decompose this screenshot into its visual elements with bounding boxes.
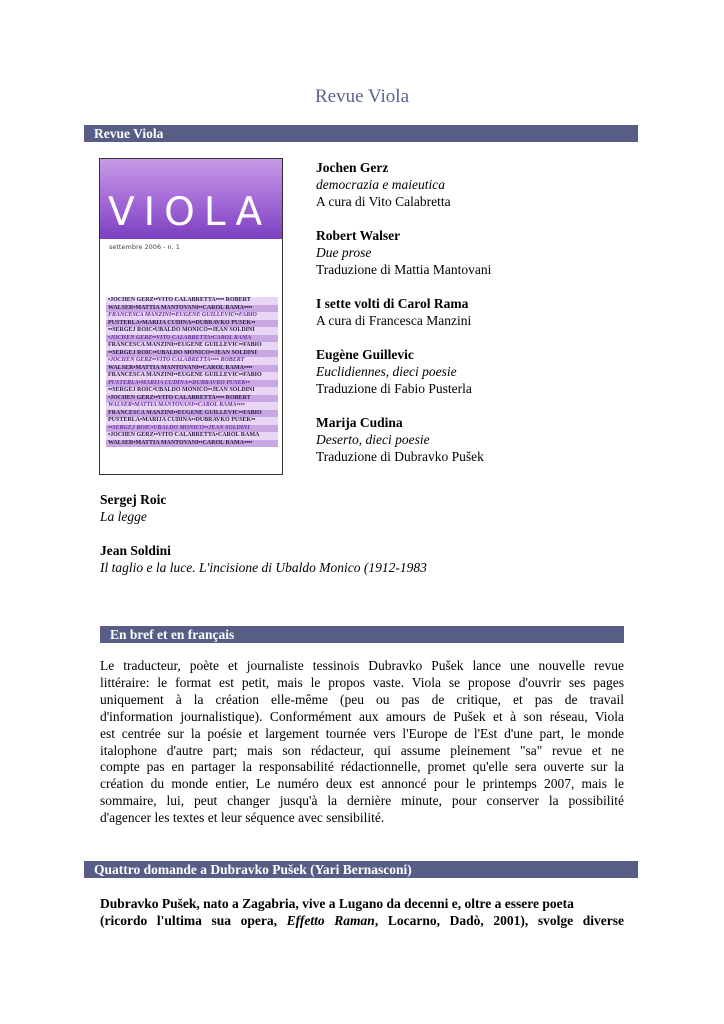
cover-logo: VIOLA — [108, 190, 272, 235]
paragraph-line: italophone d'autre part; mais son rédacteur, qui assume pleinement "sa" revue et ne — [100, 742, 624, 758]
interview-line-2 — [100, 912, 624, 929]
toc-entry — [100, 542, 640, 576]
paragraph-line: d'information journalistique). Conformément aux amours de Pušek et à son réseau, Viola — [100, 708, 624, 724]
table-of-contents — [316, 159, 636, 482]
cover-grid-line: WALSER•MATTIA MANTOVANI••CAROL RAMA•••• — [106, 402, 278, 410]
toc-credit: A cura di Vito Calabretta — [316, 194, 451, 209]
toc-subtitle: democrazia e maieutica — [316, 177, 445, 192]
toc-entry — [316, 159, 636, 210]
paragraph-line: uniquement à la création elle-même (peu ou pas de critique, et pas de travail — [100, 691, 624, 707]
cover-grid-line: ••SERGEJ ROIC•UBALDO MONICO••JEAN SOLDINI — [108, 424, 250, 431]
paragraph-line: Le traducteur, poète et journaliste tessinois Dubravko Pušek lance une nouvelle revue — [100, 658, 624, 673]
cover-grid-line: •JOCHEN GERZ••VITO CALABRETTA•CAROL RAMA — [106, 432, 278, 440]
cover-grid-line: FRANCESCA MANZINI••EUGÈNE GUILLEVIC••FABIO — [108, 409, 262, 416]
toc-entry — [316, 227, 636, 278]
toc-credit: Traduzione di Dubravko Pušek — [316, 449, 484, 464]
toc-subtitle: Il taglio e la luce. L'incisione di Ubaldo Monico (1912-1983 — [100, 560, 427, 575]
toc-credit: Traduzione di Fabio Pusterla — [316, 381, 472, 396]
page-title: Revue Viola — [314, 86, 410, 107]
toc-credit: Traduzione di Mattia Mantovani — [316, 262, 492, 277]
toc-entry — [316, 414, 636, 465]
cover-grid-line: FRANCESCA MANZINI••EUGÈNE GUILLEVIC••FABIO — [106, 342, 278, 350]
cover-grid-line: WALSER•MATTIA MANTOVANI••CAROL RAMA•••• — [108, 364, 253, 371]
toc-author: Sergej Roic — [100, 492, 167, 507]
magazine-cover-image — [99, 158, 283, 475]
cover-grid-line: •JOCHEN GERZ••VITO CALABRETTA•••• ROBERT — [108, 394, 251, 401]
interview-line-2-start: (ricordo l'ultima sua opera, — [100, 913, 287, 928]
cover-grid-line: FRANCESCA MANZINI••EUGÈNE GUILLEVIC••FABIO — [106, 372, 278, 380]
table-of-contents-continued — [100, 491, 640, 593]
section-heading-en-bref: En bref et en français — [100, 626, 624, 643]
toc-subtitle: Euclidiennes, dieci poesie — [316, 364, 457, 379]
cover-grid-line: WALSER•MATTIA MANTOVANI••CAROL RAMA•••• — [108, 304, 253, 311]
toc-entry — [100, 491, 640, 525]
toc-author: Marija Cudina — [316, 415, 403, 430]
toc-subtitle: La legge — [100, 509, 147, 524]
toc-credit: A cura di Francesca Manzini — [316, 313, 472, 328]
cover-grid-line: ••SERGEJ ROIC•UBALDO MONICO••JEAN SOLDINI — [106, 387, 278, 395]
toc-author: I sette volti di Carol Rama — [316, 296, 469, 311]
cover-grid-line: PUSTERLA•MARIJA CUDINA••DUBRAVKO PUŠEK•• — [106, 417, 278, 425]
interview-line-2-end: , Locarno, Dadò, 2001), svolge diverse — [374, 913, 624, 928]
toc-author: Jean Soldini — [100, 543, 171, 558]
toc-author: Jochen Gerz — [316, 160, 389, 175]
toc-author: Robert Walser — [316, 228, 401, 243]
cover-grid-line: ••SERGEJ ROIC••UBALDO MONICO••JEAN SOLDINI — [108, 349, 257, 356]
cover-grid-line: •JOCHEN GERZ••VITO CALABRETTA•CAROL RAMA — [108, 334, 252, 341]
paragraph-line: d'agencer les textes et leur séquence avec sensibilité. — [100, 810, 385, 826]
toc-subtitle: Due prose — [316, 245, 372, 260]
paragraph-line: compte pas en partager la responsabilité rédactionnelle, promet qu'elle sera ouverte sur la — [100, 759, 624, 775]
cover-issue-date: settembre 2006 - n. 1 — [109, 243, 180, 251]
cover-grid-line: FRANCESCA MANZINI••EUGÈNE GUILLEVIC••FABIO — [106, 312, 278, 320]
toc-author: Eugène Guillevic — [316, 347, 414, 362]
paragraph-line: sommaire, lui, peut changer jusqu'à la dernière minute, pour conserver la possibilité — [100, 793, 624, 809]
interview-intro-paragraph — [100, 895, 624, 929]
cover-grid-line: PUSTERLA•MARIJA CUDINA••DUBRAVKO PUŠEK•• — [108, 319, 256, 326]
interview-line-1: Dubravko Pušek, nato a Zagabria, vive a Lugano da decenni e, oltre a essere poeta — [100, 896, 574, 911]
cover-grid-line: •JOCHEN GERZ••VITO CALABRETTA•••• ROBERT — [106, 297, 278, 305]
section-heading-quattro-domande: Quattro domande a Dubravko Pušek (Yari Bernasconi) — [84, 861, 638, 878]
cover-grid-line: WALSER•MATTIA MANTOVANI••CAROL RAMA•••• — [108, 439, 253, 446]
cover-grid-line: PUSTERLA•MARIJA CUDINA••DUBRAVKO PUŠEK•• — [108, 379, 250, 386]
paragraph-line: littéraire: le format est petit, mais le propos vaste. Viola se propose d'ouvrir ses pages — [100, 674, 624, 690]
en-bref-paragraph — [100, 658, 624, 827]
section-heading-revue-viola: Revue Viola — [84, 125, 638, 142]
cover-grid-line: •JOCHEN GERZ••VITO CALABRETTA•••• ROBERT — [106, 357, 278, 365]
toc-entry — [316, 295, 636, 329]
cover-names-grid — [106, 297, 278, 447]
interview-book-title: Effetto Raman — [286, 913, 375, 928]
toc-entry — [316, 346, 636, 397]
paragraph-line: création du monde entier, Le numéro deux est annoncé pour le printemps 2007, mais le — [100, 776, 624, 792]
cover-grid-line: ••SERGEJ ROIC•UBALDO MONICO••JEAN SOLDINI — [106, 327, 278, 335]
paragraph-line: est centrée sur la poésie et largement tournée vers l'Europe de l'Est d'une part, le monde — [100, 725, 624, 741]
toc-subtitle: Deserto, dieci poesie — [316, 432, 430, 447]
